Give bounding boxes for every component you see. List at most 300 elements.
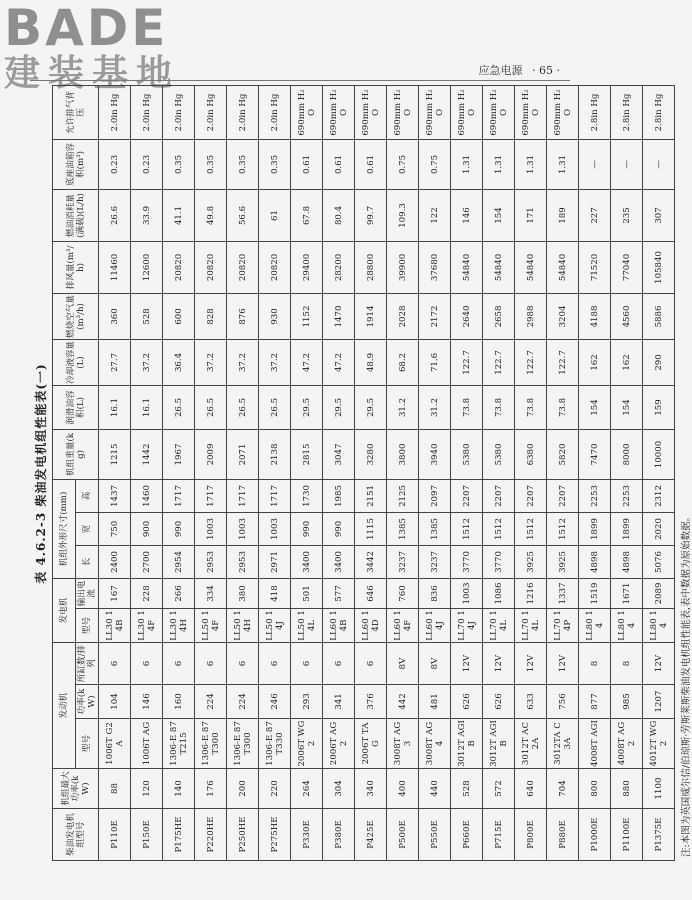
table-cell: 828 <box>195 293 227 339</box>
running-head <box>473 62 560 78</box>
table-cell: 2089 <box>643 578 675 608</box>
table-cell: 1306-E 87T300 <box>195 719 227 769</box>
table-row <box>99 85 131 860</box>
table-cell: 1717 <box>163 479 195 512</box>
table-cell: 1306-E 87T330 <box>259 719 291 769</box>
table-cell: 1519 <box>579 578 611 608</box>
table-cell: 54840 <box>483 241 515 293</box>
table-cell: 1115 <box>355 512 387 545</box>
table-cell: 633 <box>515 685 547 719</box>
table-cell: 930 <box>259 293 291 339</box>
table-cell: 690mm H₂O <box>419 85 451 139</box>
table-cell: 3008T AG4 <box>419 719 451 769</box>
table-cell: 1717 <box>227 479 259 512</box>
table-cell: 4012T WG2 <box>643 719 675 769</box>
table-cell: 2125 <box>387 479 419 512</box>
table-cell: 990 <box>291 512 323 545</box>
table-cell: 2700 <box>131 545 163 578</box>
table-cell: 1967 <box>163 429 195 479</box>
table-cell: 122.7 <box>515 339 547 385</box>
table-cell: 1006T G2A <box>99 719 131 769</box>
table-cell: — <box>579 139 611 189</box>
table-cell: 1100 <box>643 769 675 809</box>
table-cell: P715E <box>483 809 515 861</box>
table-note: 注:本图为英国威尔信/伯琼斯·劳斯莱斯柴油发电机组性能表,表中数据为原始数据。 <box>681 512 692 857</box>
table-row <box>579 85 611 860</box>
table-cell: 1385 <box>387 512 419 545</box>
table-cell: 1.31 <box>515 139 547 189</box>
table-cell: P275HE <box>259 809 291 861</box>
table-cell: 0.61 <box>355 139 387 189</box>
table-cell: P1000E <box>579 809 611 861</box>
table-cell: 646 <box>355 578 387 608</box>
table-cell: 5886 <box>643 293 675 339</box>
table-cell: 36.4 <box>163 339 195 385</box>
table-cell: 16.1 <box>99 385 131 429</box>
table-cell: 2138 <box>259 429 291 479</box>
table-cell: P150E <box>131 809 163 861</box>
table-cell: 1306-E 87T215 <box>163 719 195 769</box>
table-cell: 2253 <box>579 479 611 512</box>
table-cell: 159 <box>643 385 675 429</box>
table-cell: 1306-E 87T300 <box>227 719 259 769</box>
table-cell: 640 <box>515 769 547 809</box>
table-cell: 0.61 <box>291 139 323 189</box>
table-cell: 6 <box>99 642 131 684</box>
table-cell: 122.7 <box>547 339 579 385</box>
table-row <box>227 85 259 860</box>
table-cell: 2.8in Hg <box>611 85 643 139</box>
header-combustion-air: 燃烧空气量(m³/h) <box>53 293 99 339</box>
table-cell: LL80 14 <box>611 608 643 642</box>
table-cell: 77040 <box>611 241 643 293</box>
table-cell: LL60 14D <box>355 608 387 642</box>
table-cell: 8 <box>579 642 611 684</box>
page-number: · 65 · <box>532 64 560 77</box>
table-cell: 690mm H₂O <box>483 85 515 139</box>
table-cell: 3237 <box>419 545 451 578</box>
header-gen-current: 输出电流 <box>76 578 99 608</box>
table-cell: 2.8in Hg <box>643 85 675 139</box>
table-cell: 1337 <box>547 578 579 608</box>
table-cell: P1375E <box>643 809 675 861</box>
table-cell: 690mm H₂O <box>387 85 419 139</box>
table-cell: 1985 <box>323 479 355 512</box>
table-cell: 985 <box>611 685 643 719</box>
table-cell: 2151 <box>355 479 387 512</box>
table-cell: P425E <box>355 809 387 861</box>
table-cell: 0.35 <box>227 139 259 189</box>
table-cell: 360 <box>99 293 131 339</box>
table-cell: P380E <box>323 809 355 861</box>
table-cell: 0.23 <box>131 139 163 189</box>
table-cell: 12V <box>451 642 483 684</box>
table-cell: 2.0in Hg <box>227 85 259 139</box>
table-cell: 28200 <box>323 241 355 293</box>
header-exhaust: 排风量(m³/h) <box>53 241 99 293</box>
table-cell: 109.3 <box>387 189 419 241</box>
table-cell: 1512 <box>451 512 483 545</box>
table-cell: 0.35 <box>259 139 291 189</box>
table-cell: 12V <box>547 642 579 684</box>
table-title: 表 4.6.2-3 柴油发电机组性能表(一) <box>34 363 48 584</box>
table-row <box>483 85 515 860</box>
table-cell: 1512 <box>483 512 515 545</box>
table-cell: 8000 <box>611 429 643 479</box>
table-cell: 400 <box>387 769 419 809</box>
table-cell: 12600 <box>131 241 163 293</box>
table-cell: 442 <box>387 685 419 719</box>
table-cell: 200 <box>227 769 259 809</box>
table-cell: 626 <box>451 685 483 719</box>
table-cell: 876 <box>227 293 259 339</box>
table-cell: 29.5 <box>355 385 387 429</box>
table-cell: 2009 <box>195 429 227 479</box>
table-cell: 1006T AG <box>131 719 163 769</box>
table-cell: 26.6 <box>99 189 131 241</box>
table-cell: 4898 <box>611 545 643 578</box>
table-cell: 105840 <box>643 241 675 293</box>
table-cell: 2.0in Hg <box>259 85 291 139</box>
table-cell: 6 <box>291 642 323 684</box>
table-cell: 88 <box>99 769 131 809</box>
table-cell: 3800 <box>387 429 419 479</box>
table-cell: 4008T AG2 <box>611 719 643 769</box>
header-coolant: 冷却液容量(L) <box>53 339 99 385</box>
table-cell: P175HE <box>163 809 195 861</box>
table-cell: LL70 14J <box>451 608 483 642</box>
table-cell: 3400 <box>291 545 323 578</box>
logo-wordmark: BADE <box>4 0 169 57</box>
table-cell: 4008T AGI <box>579 719 611 769</box>
table-cell: 3925 <box>515 545 547 578</box>
table-cell: 990 <box>163 512 195 545</box>
table-cell: 6 <box>259 642 291 684</box>
table-cell: 290 <box>643 339 675 385</box>
header-tank: 底座油箱容积(m³) <box>53 139 99 189</box>
table-cell: 8V <box>387 642 419 684</box>
table-cell: LL30 14B <box>99 608 131 642</box>
table-cell: P1100E <box>611 809 643 861</box>
table-cell: 120 <box>131 769 163 809</box>
table-cell: 334 <box>195 578 227 608</box>
table-cell: LL50 14J <box>259 608 291 642</box>
table-cell: 0.61 <box>323 139 355 189</box>
table-cell: 47.2 <box>291 339 323 385</box>
table-cell: 224 <box>195 685 227 719</box>
table-cell: 528 <box>451 769 483 809</box>
table-cell: 0.23 <box>99 139 131 189</box>
table-cell: 376 <box>355 685 387 719</box>
table-cell: P500E <box>387 809 419 861</box>
table-row <box>643 85 675 860</box>
table-cell: 154 <box>611 385 643 429</box>
table-cell: — <box>611 139 643 189</box>
table-cell: LL50 14F <box>195 608 227 642</box>
table-cell: 3280 <box>355 429 387 479</box>
table-cell: 49.8 <box>195 189 227 241</box>
table-cell: 1215 <box>99 429 131 479</box>
table-cell: 27.7 <box>99 339 131 385</box>
table-cell: 2988 <box>515 293 547 339</box>
table-cell: LL50 14L <box>291 608 323 642</box>
table-cell: 750 <box>99 512 131 545</box>
table-cell: 140 <box>163 769 195 809</box>
table-cell: 3012T AGIB <box>483 719 515 769</box>
table-cell: 20820 <box>259 241 291 293</box>
table-row <box>451 85 483 860</box>
table-cell: 2971 <box>259 545 291 578</box>
table-cell: LL60 14F <box>387 608 419 642</box>
header-engine-model: 型号 <box>76 719 99 769</box>
table-cell: 4560 <box>611 293 643 339</box>
table-cell: 41.1 <box>163 189 195 241</box>
table-cell: 220 <box>259 769 291 809</box>
table-cell: 4898 <box>579 545 611 578</box>
table-cell: LL70 14L <box>515 608 547 642</box>
header-back-pressure: 允许排气背压 <box>53 85 99 139</box>
table-cell: 80.4 <box>323 189 355 241</box>
table-cell: 572 <box>483 769 515 809</box>
table-row <box>291 85 323 860</box>
table-cell: 2097 <box>419 479 451 512</box>
table-cell: 577 <box>323 578 355 608</box>
table-cell: 1460 <box>131 479 163 512</box>
table-cell: 20820 <box>227 241 259 293</box>
table-cell: 2006T WG2 <box>291 719 323 769</box>
generator-performance-table <box>52 85 675 861</box>
table-cell: 1385 <box>419 512 451 545</box>
table-cell: P110E <box>99 809 131 861</box>
table-cell: 2207 <box>515 479 547 512</box>
table-row <box>323 85 355 860</box>
table-cell: 2954 <box>163 545 195 578</box>
table-cell: 1437 <box>99 479 131 512</box>
table-cell: 690mm H₂O <box>547 85 579 139</box>
table-cell: 73.8 <box>483 385 515 429</box>
table-cell: 20820 <box>163 241 195 293</box>
table-cell: 1086 <box>483 578 515 608</box>
header-max-power: 机组最大功率(kW) <box>53 769 99 809</box>
header-length: 长 <box>76 545 99 578</box>
table-cell: 2312 <box>643 479 675 512</box>
header-engine: 发动机 <box>53 642 76 768</box>
header-dimensions: 机组外形尺寸(mm) <box>53 479 76 578</box>
table-cell: 68.2 <box>387 339 419 385</box>
table-cell: 5380 <box>451 429 483 479</box>
table-cell: 2953 <box>227 545 259 578</box>
logo-subtitle: 建装基地 <box>4 53 181 94</box>
table-cell: 2.0in Hg <box>163 85 195 139</box>
table-cell: 48.9 <box>355 339 387 385</box>
table-cell: 37.2 <box>227 339 259 385</box>
table-cell: 122 <box>419 189 451 241</box>
table-cell: 4188 <box>579 293 611 339</box>
table-cell: 1003 <box>227 512 259 545</box>
table-cell: 146 <box>131 685 163 719</box>
table-cell: 39900 <box>387 241 419 293</box>
table-cell: 1152 <box>291 293 323 339</box>
table-cell: 162 <box>579 339 611 385</box>
table-cell: 3925 <box>547 545 579 578</box>
table-cell: 1207 <box>643 685 675 719</box>
table-cell: 2.0in Hg <box>131 85 163 139</box>
table-cell: 224 <box>227 685 259 719</box>
table-cell: 293 <box>291 685 323 719</box>
table-cell: 37680 <box>419 241 451 293</box>
table-cell: 501 <box>291 578 323 608</box>
table-cell: 73.8 <box>515 385 547 429</box>
table-cell: 162 <box>611 339 643 385</box>
table-cell: 37.2 <box>195 339 227 385</box>
table-cell: 266 <box>163 578 195 608</box>
table-cell: 3237 <box>387 545 419 578</box>
table-cell: 3770 <box>483 545 515 578</box>
table-cell: 380 <box>227 578 259 608</box>
table-cell: 2006T AG2 <box>323 719 355 769</box>
table-cell: 1470 <box>323 293 355 339</box>
table-cell: 6 <box>163 642 195 684</box>
header-oil: 润滑油容积(L) <box>53 385 99 429</box>
table-row <box>419 85 451 860</box>
table-cell: 6 <box>131 642 163 684</box>
table-cell: P330E <box>291 809 323 861</box>
table-cell: 235 <box>611 189 643 241</box>
section-title: 应急电源 <box>478 64 523 77</box>
table-cell: 99.7 <box>355 189 387 241</box>
table-cell: 160 <box>163 685 195 719</box>
table-cell: 12V <box>483 642 515 684</box>
header-gen-model: 型号 <box>76 608 99 642</box>
table-cell: 26.5 <box>163 385 195 429</box>
table-cell: 800 <box>579 769 611 809</box>
table-cell: 0.75 <box>419 139 451 189</box>
table-cell: 1216 <box>515 578 547 608</box>
table-cell: 16.1 <box>131 385 163 429</box>
header-rule <box>30 80 570 81</box>
table-cell: 73.8 <box>547 385 579 429</box>
table-cell: 690mm H₂O <box>291 85 323 139</box>
table-cell: 31.2 <box>419 385 451 429</box>
table-cell: 341 <box>323 685 355 719</box>
table-cell: LL30 14F <box>131 608 163 642</box>
table-cell: 56.6 <box>227 189 259 241</box>
table-cell: 104 <box>99 685 131 719</box>
table-cell: 0.75 <box>387 139 419 189</box>
table-cell: 12V <box>643 642 675 684</box>
table-cell: 481 <box>419 685 451 719</box>
table-row <box>547 85 579 860</box>
header-fuel: 燃油消耗量(满载)(L/h) <box>53 189 99 241</box>
table-cell: 3012T AGIB <box>451 719 483 769</box>
table-cell: 626 <box>483 685 515 719</box>
table-cell: 6 <box>355 642 387 684</box>
table-cell: LL60 14B <box>323 608 355 642</box>
table-cell: 2020 <box>643 512 675 545</box>
table-cell: 73.8 <box>451 385 483 429</box>
table-cell: 2.0in Hg <box>99 85 131 139</box>
rotated-table-area <box>30 86 692 861</box>
table-cell: 704 <box>547 769 579 809</box>
table-cell: 228 <box>131 578 163 608</box>
table-cell: 2253 <box>611 479 643 512</box>
table-cell: 264 <box>291 769 323 809</box>
table-cell: LL70 14L <box>483 608 515 642</box>
table-cell: 189 <box>547 189 579 241</box>
table-cell: 1914 <box>355 293 387 339</box>
table-cell: 2172 <box>419 293 451 339</box>
table-cell: 246 <box>259 685 291 719</box>
table-cell: 440 <box>419 769 451 809</box>
table-cell: 900 <box>131 512 163 545</box>
table-cell: 12V <box>515 642 547 684</box>
table-cell: 146 <box>451 189 483 241</box>
table-cell: P880E <box>547 809 579 861</box>
table-cell: 760 <box>387 578 419 608</box>
table-cell: 1730 <box>291 479 323 512</box>
table-cell: 31.2 <box>387 385 419 429</box>
table-cell: 2658 <box>483 293 515 339</box>
table-cell: 340 <box>355 769 387 809</box>
table-cell: 154 <box>483 189 515 241</box>
table-cell: 5076 <box>643 545 675 578</box>
header-engine-power: 功率(kW) <box>76 685 99 719</box>
table-cell: 6380 <box>515 429 547 479</box>
table-cell: 2207 <box>483 479 515 512</box>
table-cell: LL60 14J <box>419 608 451 642</box>
table-cell: 7470 <box>579 429 611 479</box>
table-cell: LL50 14H <box>227 608 259 642</box>
table-cell: 3770 <box>451 545 483 578</box>
header-model: 柴油发电机组型号 <box>53 809 99 861</box>
table-cell: 47.2 <box>323 339 355 385</box>
table-cell: P660E <box>451 809 483 861</box>
table-cell: 1.31 <box>483 139 515 189</box>
table-cell: 3940 <box>419 429 451 479</box>
table-cell: 2071 <box>227 429 259 479</box>
table-cell: 2400 <box>99 545 131 578</box>
table-cell: 71.6 <box>419 339 451 385</box>
table-cell: 1899 <box>579 512 611 545</box>
table-cell: P550E <box>419 809 451 861</box>
table-row <box>131 85 163 860</box>
table-cell: 756 <box>547 685 579 719</box>
table-cell: 0.35 <box>195 139 227 189</box>
table-cell: 29.5 <box>323 385 355 429</box>
table-cell: 8V <box>419 642 451 684</box>
table-cell: 836 <box>419 578 451 608</box>
table-body <box>99 85 675 860</box>
table-cell: LL80 14 <box>579 608 611 642</box>
header-cylinders: 所缸数/排列 <box>76 642 99 684</box>
table-cell: 2953 <box>195 545 227 578</box>
table-cell: LL70 14P <box>547 608 579 642</box>
table-cell: 1512 <box>515 512 547 545</box>
table-cell: 122.7 <box>483 339 515 385</box>
table-cell: — <box>643 139 675 189</box>
table-cell: 3204 <box>547 293 579 339</box>
table-cell: 2.8in Hg <box>579 85 611 139</box>
header-generator: 发电机 <box>53 578 76 642</box>
table-cell: 26.5 <box>259 385 291 429</box>
table-cell: 528 <box>131 293 163 339</box>
table-cell: 690mm H₂O <box>515 85 547 139</box>
table-cell: 71520 <box>579 241 611 293</box>
table-cell: 3047 <box>323 429 355 479</box>
table-cell: 37.2 <box>131 339 163 385</box>
table-cell: 122.7 <box>451 339 483 385</box>
table-cell: 54840 <box>515 241 547 293</box>
